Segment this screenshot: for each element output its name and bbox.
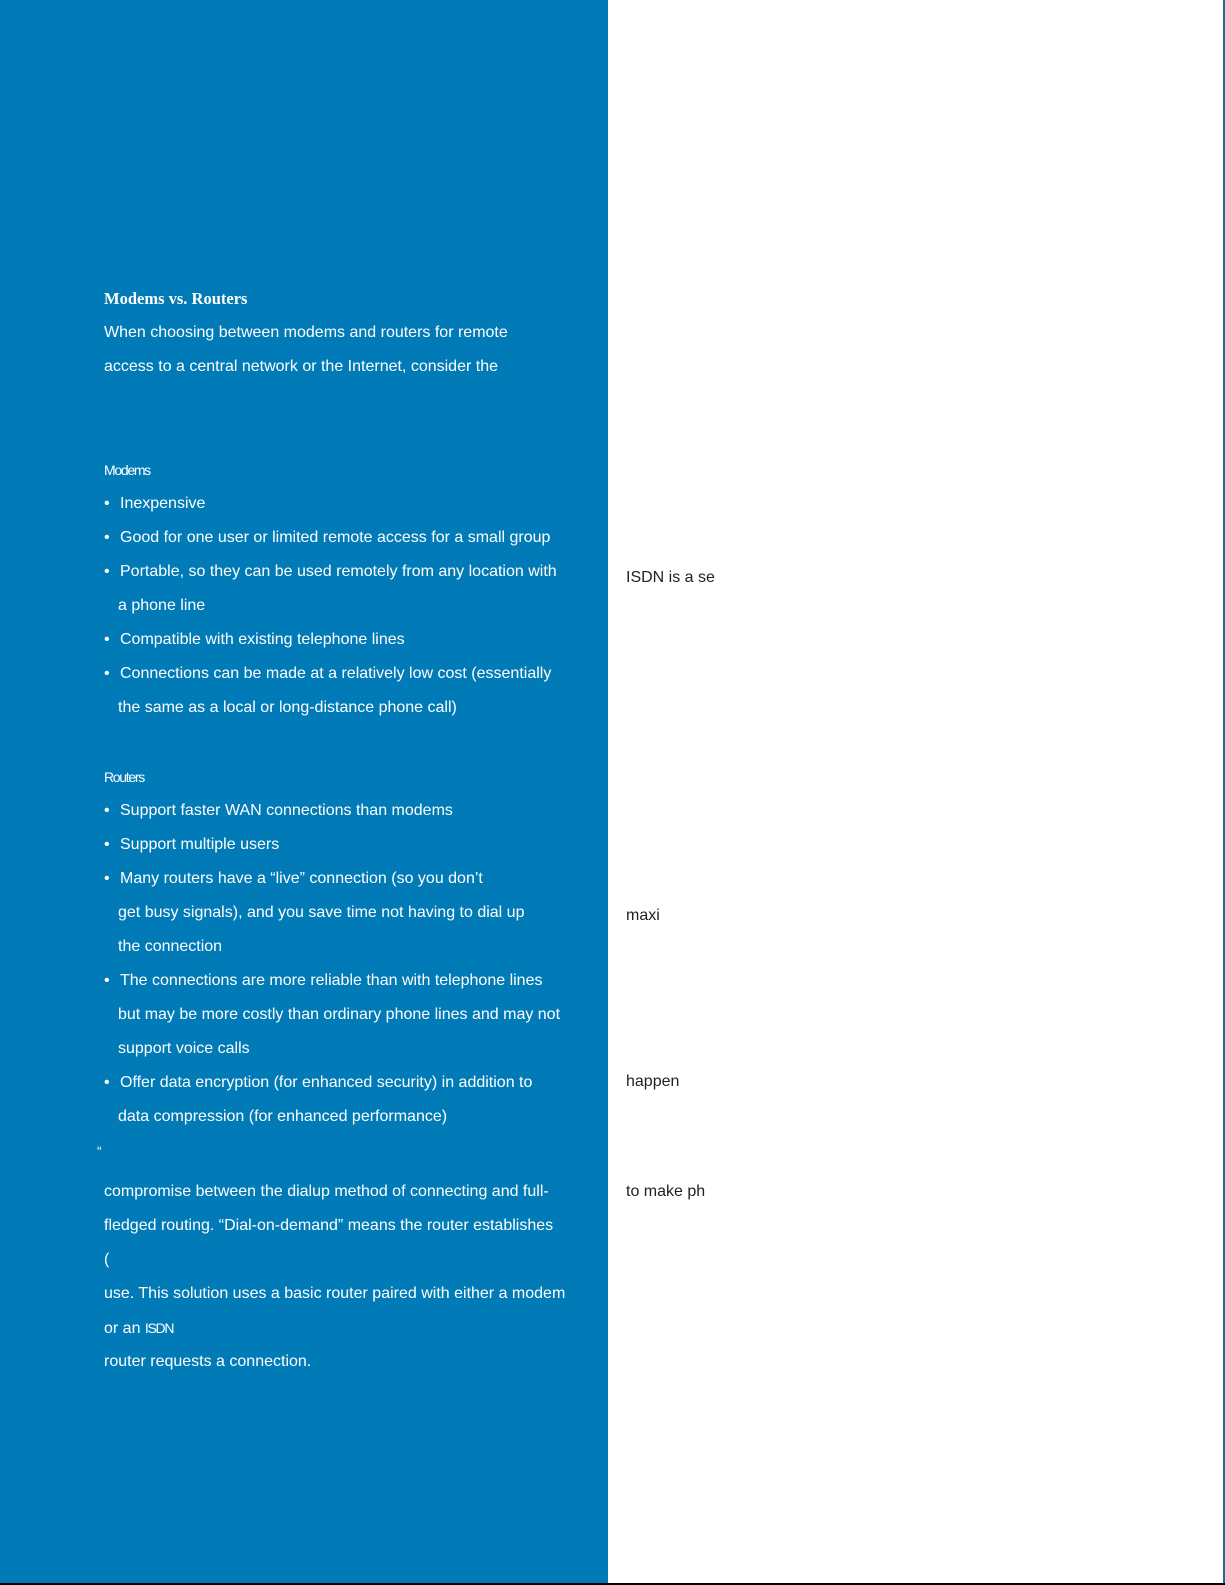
dial-paragraph-line: router requests a connection. bbox=[104, 1353, 312, 1370]
list-item-continuation: the connection bbox=[118, 938, 223, 955]
isdn-abbrev: ISDN bbox=[144, 1320, 174, 1336]
list-item-continuation: get busy signals), and you save time not having to dial up bbox=[118, 904, 525, 921]
right-column-fragment: to make ph bbox=[626, 1183, 706, 1200]
intro-line: When choosing between modems and routers for remote bbox=[104, 324, 508, 341]
blue-sidebar-panel bbox=[0, 0, 608, 1585]
list-item-continuation: support voice calls bbox=[118, 1040, 250, 1057]
list-item-continuation: but may be more costly than ordinary phone lines and may not bbox=[118, 1006, 561, 1023]
list-item: • Connections can be made at a relatively low cost (essentially bbox=[104, 664, 551, 684]
list-item: • Compatible with existing telephone lines bbox=[104, 630, 405, 650]
routers-subheading: Routers bbox=[104, 769, 144, 785]
list-item: • Good for one user or limited remote access for a small group bbox=[104, 528, 550, 548]
open-quote-mark: “ bbox=[97, 1143, 102, 1159]
intro-line: access to a central network or the Internet, consider the bbox=[104, 358, 498, 375]
dial-paragraph-line: fledged routing. “Dial-on-demand” means the router establishes bbox=[104, 1217, 554, 1234]
list-item: • Offer data encryption (for enhanced security) in addition to bbox=[104, 1073, 532, 1093]
dial-paragraph-line: or an ISDN bbox=[104, 1320, 174, 1337]
dial-paragraph-line: ( bbox=[104, 1251, 110, 1268]
modems-subheading: Modems bbox=[104, 462, 150, 478]
list-item-continuation: the same as a local or long-distance phone call) bbox=[118, 699, 457, 716]
right-column-fragment: ISDN is a se bbox=[626, 569, 715, 586]
right-column-fragment: maxi bbox=[626, 907, 660, 924]
list-item: • Inexpensive bbox=[104, 494, 205, 514]
list-item: • Many routers have a “live” connection (so you don’t bbox=[104, 869, 483, 889]
list-item: • Portable, so they can be used remotely from any location with bbox=[104, 562, 557, 582]
dial-paragraph-line: use. This solution uses a basic router paired with either a modem bbox=[104, 1285, 566, 1302]
dial-paragraph-line: compromise between the dialup method of connecting and full- bbox=[104, 1183, 549, 1200]
section-heading: Modems vs. Routers bbox=[104, 289, 248, 308]
list-item-continuation: a phone line bbox=[118, 597, 206, 614]
list-item: • The connections are more reliable than with telephone lines bbox=[104, 971, 542, 991]
right-column-fragment: happen bbox=[626, 1073, 680, 1090]
list-item-continuation: data compression (for enhanced performance) bbox=[118, 1108, 448, 1125]
list-item: • Support faster WAN connections than modems bbox=[104, 801, 453, 821]
list-item: • Support multiple users bbox=[104, 835, 279, 855]
